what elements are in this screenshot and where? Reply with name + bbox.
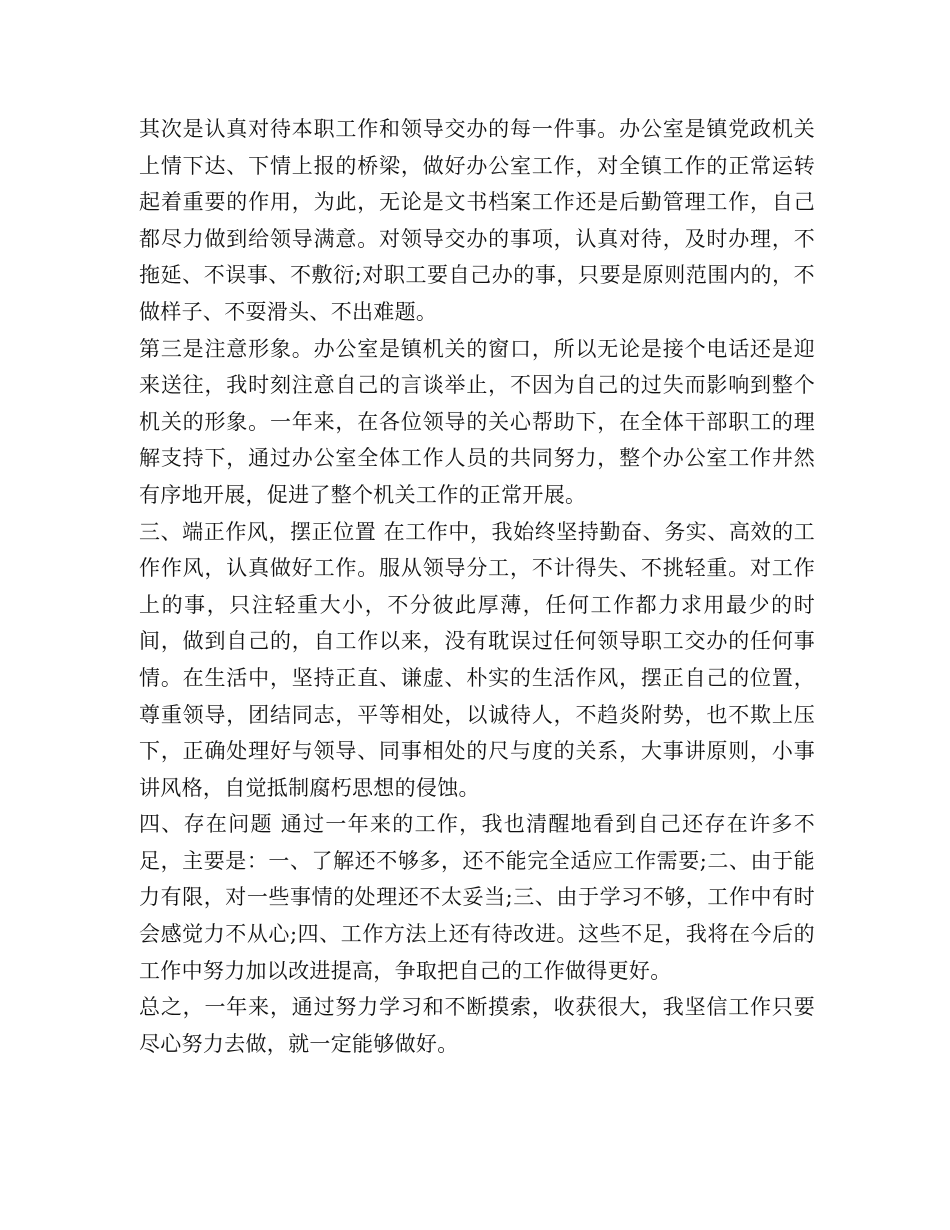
paragraph-work-style: 三、端正作风，摆正位置 在工作中，我始终坚持勤奋、务实、高效的工作作风，认真做好工作。服从领导分工，不计得失、不挑轻重。对工作上的事，只注轻重大小，不分彼此厚薄，任何工作都力求用最少的时间，做到自己的，自工作以来，没有耽误过任何领导职工交办的任何事情。在生活中，坚持正直、谦虚、朴实的生活作风，摆正自己的位置，尊重领导，团结同志，平等相处，以诚待人，不趋炎附势，也不欺上压下，正确处理好与领导、同事相处的尺与度的关系，大事讲原则，小事讲风格，自觉抵制腐朽思想的侵蚀。	[139, 519, 815, 800]
paragraph-conclusion: 总之，一年来，通过努力学习和不断摸索，收获很大，我坚信工作只要尽心努力去做，就一定能够做好。	[139, 995, 815, 1056]
document-body	[139, 111, 815, 1062]
paragraph-problems: 四、存在问题 通过一年来的工作，我也清醒地看到自己还存在许多不足，主要是：一、了解还不够多，还不能完全适应工作需要;二、由于能力有限，对一些事情的处理还不太妥当;三、由于学习不够，工作中有时会感觉力不从心;四、工作方法上还有待改进。这些不足，我将在今后的工作中努力加以改进提高，争取把自己的工作做得更好。	[139, 812, 815, 983]
paragraph-image: 第三是注意形象。办公室是镇机关的窗口，所以无论是接个电话还是迎来送往，我时刻注意自己的言谈举止，不因为自己的过失而影响到整个机关的形象。一年来，在各位领导的关心帮助下，在全体干部职工的理解支持下，通过办公室全体工作人员的共同努力，整个办公室工作井然有序地开展，促进了整个机关工作的正常开展。	[139, 336, 815, 507]
paragraph-duty: 其次是认真对待本职工作和领导交办的每一件事。办公室是镇党政机关上情下达、下情上报的桥梁，做好办公室工作，对全镇工作的正常运转起着重要的作用，为此，无论是文书档案工作还是后勤管理工作，自己都尽力做到给领导满意。对领导交办的事项，认真对待，及时办理，不拖延、不误事、不敷衍;对职工要自己办的事，只要是原则范围内的，不做样子、不耍滑头、不出难题。	[139, 117, 815, 324]
